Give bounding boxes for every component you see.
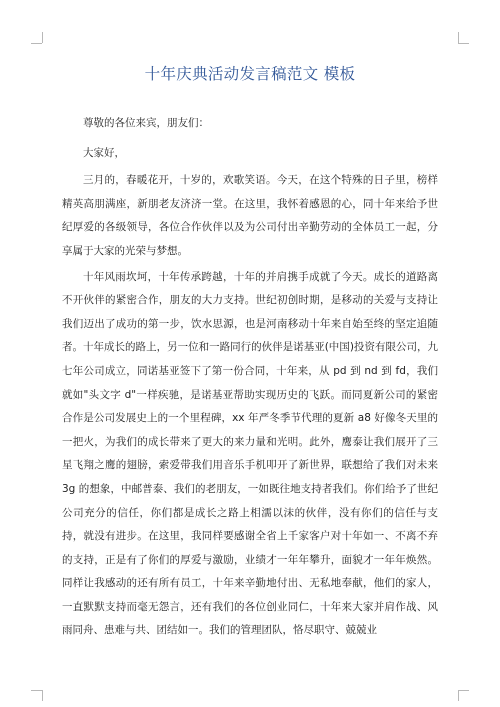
salutation-paragraph: 尊敬的各位来宾，朋友们： bbox=[83, 117, 209, 129]
body-paragraph-2: 十年风雨坎坷，十年传承跨越，十年的并肩携手成就了今天。成长的道路离不开伙伴的紧密合作，朋友的大力支持。世纪初创时期，是移动的关爱与支持让我们迈出了成功的第一步，饮水思源，也是河南移动十年来自始至终的坚定追随者。十年成长的路上，另一位和一路同行的伙伴是诺基亚(中国)投资有限公司，九七年公司成立，同诺基亚签下了第一份合同，十年来，从 pd 到 nd 到 fd，我们就如"头文字 d"一样疾驰，是诺基亚帮助实现历史的飞跃。而同夏新公司的紧密合作是公司发展史上的一个里程碑，xx 年严冬季节代理的夏新 a8 好像冬天里的一把火，为我们的成长带来了更大的来力量和光明。此外，鹰泰让我们展开了三星飞翔之鹰的翅膀，索爱带我们用音乐手机叩开了新世界，联想给了我们对未来 3g 的想象，中邮普泰、我们的老朋友，一如既往地支持者我们。你们给予了世纪公司充分的信任，你们都是成长之路上相濡以沫的伙伴，没有你们的信任与支持，就没有进步。在这里，我同样要感谢全省上千家客户对十年如一、不离不弃的支持，正是有了你们的厚爱与激励，业绩才一年年攀升，面貌才一年年焕然。同样让我感动的还有所有员工，十年来辛勤地付出、无私地奉献，他们的家人，一直默默支持而毫无怨言，还有我们的各位创业同仁，十年来大家并肩作战、风雨同舟、患难与共、团结如一。我们的管理团队，恪尽职守、兢兢业 bbox=[62, 270, 438, 637]
crop-mark-bottom-right-vertical bbox=[458, 690, 459, 701]
crop-mark-top-right-horizontal bbox=[458, 43, 469, 44]
crop-mark-bottom-right-horizontal bbox=[458, 690, 469, 691]
crop-mark-top-right-vertical bbox=[458, 32, 459, 43]
crop-mark-top-left-vertical bbox=[42, 32, 43, 43]
document-title: 十年庆典活动发言稿范文 模板 bbox=[144, 65, 356, 83]
document-body bbox=[62, 112, 438, 645]
greeting-paragraph: 大家好， bbox=[83, 146, 125, 159]
crop-mark-top-left-horizontal bbox=[31, 43, 42, 44]
body-paragraph-1: 三月的，春暖花开，十岁的，欢歌笑语。今天，在这个特殊的日子里，榜样精英高朋满座，新朋老友济济一堂。在这里，我怀着感恩的心，同十年来给予世纪厚爱的各级领导，各位合作伙伴以及为公司付出辛勤劳动的全体员工一起，分享属于大家的光荣与梦想。 bbox=[62, 174, 438, 257]
crop-mark-bottom-left-vertical bbox=[42, 690, 43, 701]
crop-mark-bottom-left-horizontal bbox=[31, 690, 42, 691]
